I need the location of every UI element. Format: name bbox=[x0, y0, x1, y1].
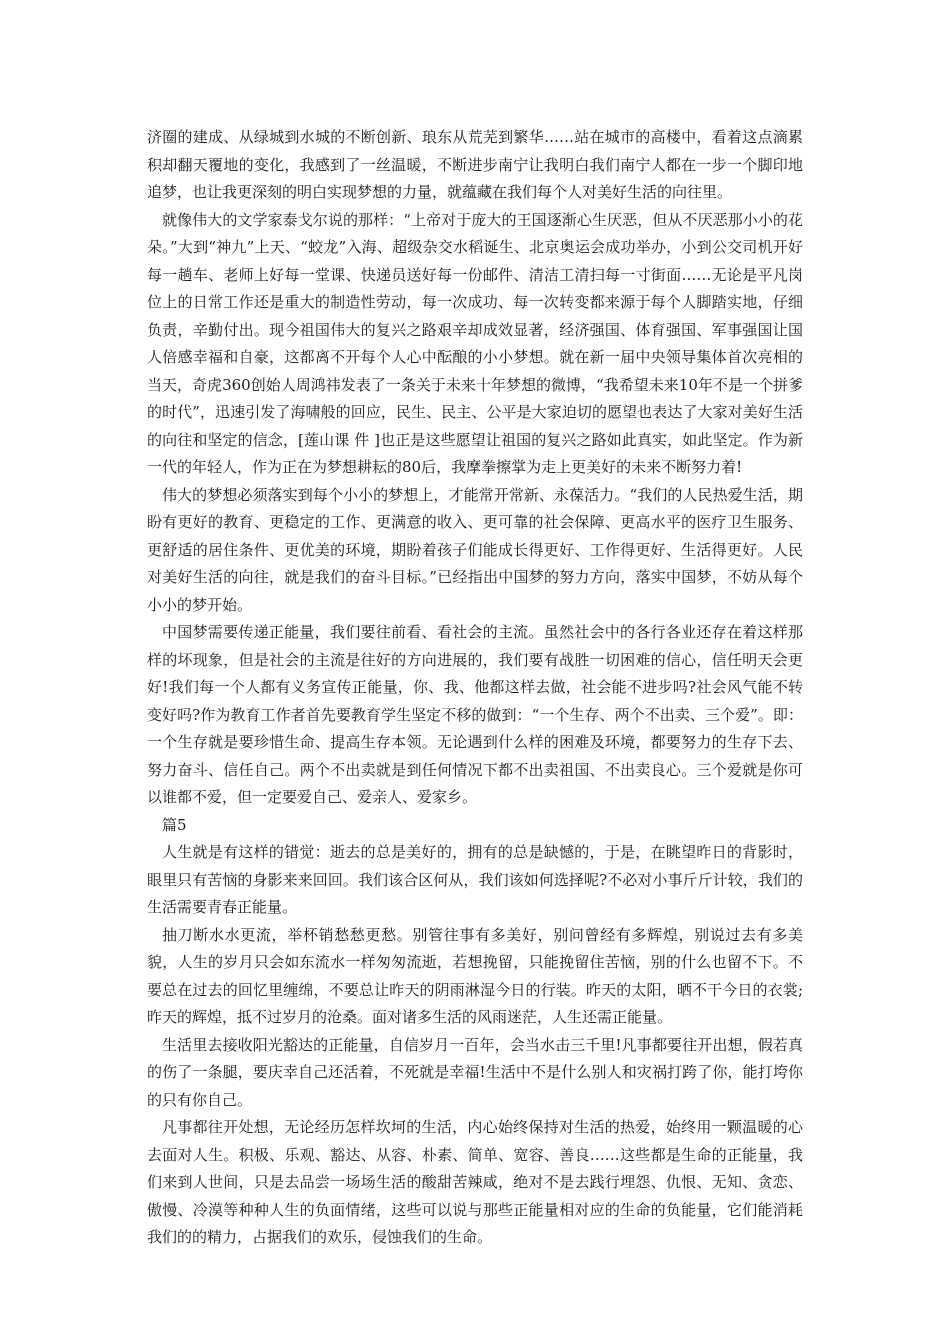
paragraph-4: 中国梦需要传递正能量，我们要往前看、看社会的主流。虽然社会中的各行各业还存在着这样那样的坏现象，但是社会的主流是往好的方向进展的，我们要有战胜一切困难的信心，信任明天会更好!我们每一个人都有义务宣传正能量，你、我、他都这样去做，社会能不进步吗?社会风气能不转变好吗?作为教育工作者首先要教育学生坚定不移的做到：“一个生存、两个不出卖、三个爱”。即：一个生存就是要珍惜生命、提高生存本领。无论遇到什么样的困难及环境，都要努力的生存下去、努力奋斗、信任自己。两个不出卖就是到任何情况下都不出卖祖国、不出卖良心。三个爱就是你可以谁都不爱，但一定要爱自己、爱亲人、爱家乡。 bbox=[147, 623, 803, 806]
paragraph-5: 人生就是有这样的错觉：逝去的总是美好的，拥有的总是缺憾的，于是，在眺望昨日的背影时，眼里只有苦恼的身影来来回回。我们该合区何从，我们该如何选择呢?不必对小事斤斤计较，我们的生活需要青春正能量。 bbox=[147, 843, 803, 916]
document-page bbox=[147, 124, 803, 1252]
paragraph-6: 抽刀断水水更流，举杯销愁愁更愁。别管往事有多美好，别问曾经有多辉煌，别说过去有多美貌，人生的岁月只会如东流水一样匆匆流逝，若想挽留，只能挽留住苦恼，别的什么也留不下。不要总在过去的回忆里缠绵，不要总让昨天的阴雨淋湿今日的行装。昨天的太阳，晒不干今日的衣裳;昨天的辉煌，抵不过岁月的沧桑。面对诸多生活的风雨迷茫，人生还需正能量。 bbox=[147, 925, 803, 1026]
paragraph-7: 生活里去接收阳光豁达的正能量，自信岁月一百年，会当水击三千里!凡事都要往开出想，假若真的伤了一条腿，要庆幸自己还活着，不死就是幸福!生活中不是什么别人和灾祸打跨了你，能打垮你的只有你自己。 bbox=[147, 1035, 803, 1109]
section-heading: 篇5 bbox=[162, 815, 187, 834]
paragraph-1: 济圈的建成、从绿城到水城的不断创新、琅东从荒芜到繁华……站在城市的高楼中，看着这点滴累积却翻天覆地的变化，我感到了一丝温暖，不断进步南宁让我明白我们南宁人都在一步一个脚印地追梦，也让我更深刻的明白实现梦想的力量，就蕴藏在我们每个人对美好生活的向往里。 bbox=[147, 128, 803, 201]
paragraph-8: 凡事都往开处想，无论经历怎样坎坷的生活，内心始终保持对生活的热爱，始终用一颗温暖的心去面对人生。积极、乐观、豁达、从容、朴素、简单、宽容、善良……这些都是生命的正能量，我们来到人世间，只是去品尝一场场生活的酸甜苦辣咸，绝对不是去践行埋怨、仇恨、无知、贪恋、傲慢、冷漠等种种人生的负面情绪，这些可以说与那些正能量相对应的生命的负能量，它们能消耗我们的的精力，占据我们的欢乐，侵蚀我们的生命。 bbox=[147, 1118, 803, 1246]
paragraph-2: 就像伟大的文学家泰戈尔说的那样：“上帝对于庞大的王国逐渐心生厌恶，但从不厌恶那小小的花朵。”大到“神九”上天、“蛟龙”入海、超级杂交水稻诞生、北京奥运会成功举办，小到公交司机开好每一趟车、老师上好每一堂课、快递员送好每一份邮件、清洁工清扫每一寸街面……无论是平凡岗位上的日常工作还是重大的制造性劳动，每一次成功、每一次转变都来源于每个人脚踏实地，仔细负责，辛勤付出。现今祖国伟大的复兴之路艰辛却成效显著，经济强国、体育强国、军事强国让国人倍感幸福和自豪，这都离不开每个人心中酝酿的小小梦想。就在新一届中央领导集体首次亮相的当天，奇虎360创始人周鸿祎发表了一条关于未来十年梦想的微博，“我希望未来10年不是一个拼爹的时代”，迅速引发了海啸般的回应，民生、民主、公平是大家迫切的愿望也表达了大家对美好生活的向往和坚定的信念，[莲山课 件 ]也正是这些愿望让祖国的复兴之路如此真实，如此坚定。作为新一代的年轻人，作为正在为梦想耕耘的80后，我摩拳擦掌为走上更美好的未来不断努力着! bbox=[147, 210, 803, 476]
paragraph-3: 伟大的梦想必须落实到每个小小的梦想上，才能常开常新、永葆活力。“我们的人民热爱生活，期盼有更好的教育、更稳定的工作、更满意的收入、更可靠的社会保障、更高水平的医疗卫生服务、更舒适的居住条件、更优美的环境，期盼着孩子们能成长得更好、工作得更好、生活得更好。人民对美好生活的向往，就是我们的奋斗目标。”已经指出中国梦的努力方向，落实中国梦，不妨从每个小小的梦开始。 bbox=[147, 485, 803, 614]
